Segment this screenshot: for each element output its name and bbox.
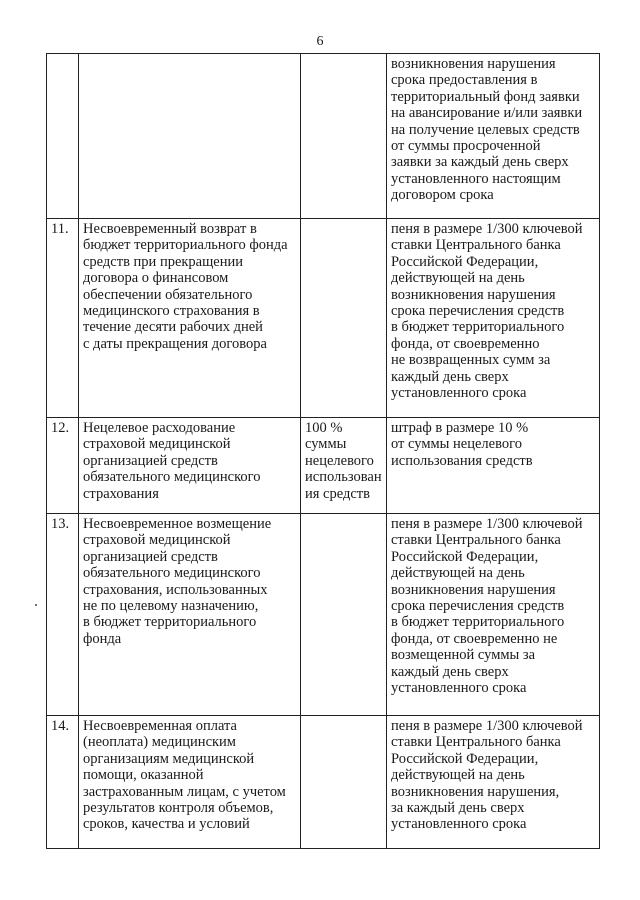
percent-cell	[301, 716, 387, 849]
page-number: 6	[316, 34, 324, 49]
violations-table	[46, 53, 600, 849]
violation-cell: Несвоевременная оплата (неоплата) медицинским организациям медицинской помощи, оказанной застрахованным лицам, с учетом результатов контроля объемов, сроков, качества и условий	[79, 716, 301, 849]
percent-cell	[301, 219, 387, 418]
violation-cell: Несвоевременное возмещение страховой медицинской организацией средств обязательного медицинского страхования, использованных не по целевому назначению, в бюджет территориального фонда	[79, 514, 301, 716]
violation-cell: Несвоевременный возврат в бюджет территориального фонда средств при прекращении договора о финансовом обеспечении обязательного медицинского страхования в течение десяти рабочих дней с даты прекращения договора	[79, 219, 301, 418]
table-row	[47, 514, 600, 716]
penalty-cell: штраф в размере 10 % от суммы нецелевого использования средств	[387, 418, 600, 514]
table-row	[47, 54, 600, 219]
row-number-cell	[47, 54, 79, 219]
row-number-cell: 13.	[47, 514, 79, 716]
violation-cell	[79, 54, 301, 219]
percent-cell	[301, 514, 387, 716]
table-row	[47, 418, 600, 514]
row-number-cell: 11.	[47, 219, 79, 418]
table-row	[47, 219, 600, 418]
penalty-cell: пеня в размере 1/300 ключевой ставки Центрального банка Российской Федерации, действующей на день возникновения нарушения срока перечисления средств в бюджет территориального фонда, от своевременно не возмещенной суммы за каждый день сверх установленного срока	[387, 514, 600, 716]
penalty-cell: возникновения нарушения срока предоставления в территориальный фонд заявки на авансирование и/или заявки на получение целевых средств от суммы просроченной заявки за каждый день сверх установленного настоящим договором срока	[387, 54, 600, 219]
penalty-cell: пеня в размере 1/300 ключевой ставки Центрального банка Российской Федерации, действующей на день возникновения нарушения срока перечисления средств в бюджет территориального фонда, от своевременно не возвращенных сумм за каждый день сверх установленного срока	[387, 219, 600, 418]
penalty-cell: пеня в размере 1/300 ключевой ставки Центрального банка Российской Федерации, действующей на день возникновения нарушения, за каждый день сверх установленного срока	[387, 716, 600, 849]
row-number-cell: 14.	[47, 716, 79, 849]
percent-cell: 100 % суммы нецелевого использован ия средств	[301, 418, 387, 514]
violation-cell: Нецелевое расходование страховой медицинской организацией средств обязательного медицинского страхования	[79, 418, 301, 514]
percent-cell	[301, 54, 387, 219]
table-row	[47, 716, 600, 849]
row-number-cell: 12.	[47, 418, 79, 514]
scan-speck	[35, 604, 37, 606]
